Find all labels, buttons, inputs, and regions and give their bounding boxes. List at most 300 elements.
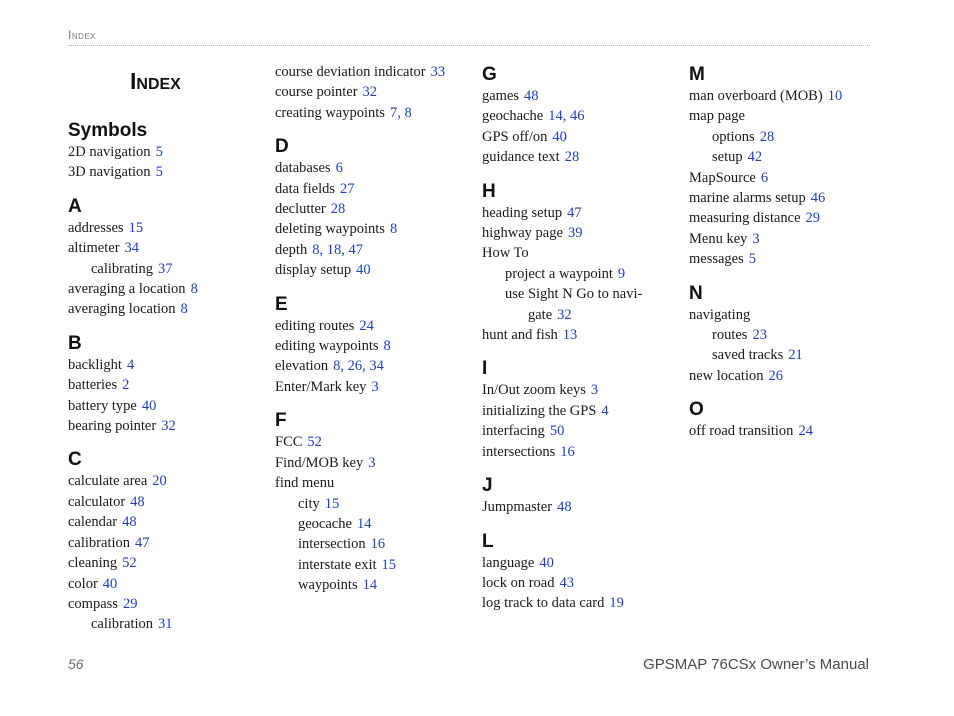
index-term: highway page: [482, 225, 563, 242]
page-references: [191, 281, 198, 297]
index-entry: [689, 147, 889, 167]
page-link[interactable]: 19: [609, 595, 624, 612]
page-references: [135, 535, 150, 551]
index-entry: [68, 375, 268, 395]
index-entry: [482, 147, 682, 167]
page-link[interactable]: 8: [333, 358, 341, 375]
index-term: elevation: [275, 358, 329, 375]
index-entry: [482, 86, 682, 106]
index-term: In/Out zoom keys: [482, 382, 586, 399]
page-link[interactable]: 9: [617, 265, 626, 282]
page-references: [560, 444, 575, 460]
index-entry: [275, 494, 475, 514]
page-link[interactable]: 15: [381, 556, 397, 573]
page-references: [363, 577, 378, 593]
page-link[interactable]: , 18: [319, 242, 341, 258]
index-entry: [689, 421, 889, 441]
section-letter: J: [482, 475, 493, 497]
index-term: guidance text: [482, 149, 560, 166]
index-term: setup: [712, 149, 743, 166]
index-entry: [275, 179, 475, 199]
page-link[interactable]: 47: [567, 204, 582, 221]
page-references: [760, 129, 775, 145]
page-link[interactable]: 26: [768, 367, 783, 384]
index-term: battery type: [68, 397, 137, 414]
page-references: [331, 201, 346, 217]
index-entry: [275, 534, 475, 554]
page-number: 56: [68, 656, 84, 672]
page-link[interactable]: 40: [539, 554, 554, 571]
page-references: [156, 144, 163, 160]
page-link[interactable]: 23: [752, 327, 767, 344]
index-term: heading setup: [482, 204, 563, 221]
page-references: [788, 347, 803, 363]
index-entry: [275, 432, 475, 452]
index-entry: [68, 259, 268, 279]
index-entry: [482, 305, 682, 325]
index-entry: [275, 575, 475, 595]
index-entry: [275, 473, 475, 493]
index-term: lock on road: [482, 574, 555, 591]
page-references: [618, 266, 625, 282]
page-link[interactable]: 16: [560, 443, 575, 460]
page-link[interactable]: 52: [122, 555, 137, 572]
index-entry: [68, 533, 268, 553]
index-term: averaging a location: [68, 281, 186, 298]
page-link[interactable]: 2: [122, 377, 130, 394]
page-references: [748, 149, 763, 165]
page-references: [359, 318, 374, 334]
index-entry: [482, 497, 682, 517]
section-letter: H: [482, 180, 496, 202]
index-entry: [482, 106, 682, 126]
page-references: [806, 210, 821, 226]
page-references: [769, 368, 784, 384]
index-entry: [275, 356, 475, 376]
index-entry: [275, 336, 475, 356]
page-references: [752, 327, 767, 343]
page-link[interactable]: 48: [122, 514, 137, 531]
index-term: MapSource: [689, 169, 756, 186]
page-link[interactable]: 3: [368, 454, 376, 471]
page-link[interactable]: 40: [102, 575, 118, 592]
index-term: How To: [482, 245, 529, 262]
page-link[interactable]: 24: [798, 423, 813, 440]
index-term: color: [68, 575, 98, 592]
index-column-1: [68, 62, 268, 635]
section-letter: A: [68, 195, 82, 217]
index-term: gate: [528, 306, 553, 323]
page-link[interactable]: 50: [549, 423, 565, 440]
page-link[interactable]: 34: [124, 240, 140, 257]
page-references: [539, 555, 554, 571]
page-references: [152, 473, 167, 489]
page-references: [557, 307, 572, 323]
index-entry: [482, 573, 682, 593]
page-link[interactable]: 28: [330, 201, 346, 218]
page-references: [382, 557, 397, 573]
index-term: Enter/Mark key: [275, 378, 367, 395]
page-references: [557, 499, 572, 515]
page-references: [129, 220, 144, 236]
page-references: [336, 160, 343, 176]
page-link[interactable]: 29: [122, 595, 138, 612]
page-link[interactable]: 31: [158, 616, 173, 633]
page-references: [125, 240, 140, 256]
index-entry: [68, 553, 268, 573]
page-references: [609, 595, 624, 611]
index-term: FCC: [275, 434, 303, 451]
section-letter: M: [689, 64, 705, 85]
index-entry: [68, 218, 268, 238]
index-entry: [275, 377, 475, 397]
page-link[interactable]: 8: [312, 241, 320, 258]
page-link[interactable]: 3: [752, 230, 760, 247]
page-references: [158, 261, 173, 277]
page-references: [333, 358, 384, 374]
index-term: GPS off/on: [482, 128, 548, 145]
page-link[interactable]: 15: [324, 495, 340, 512]
page-link[interactable]: 37: [158, 260, 173, 277]
index-term: databases: [275, 160, 331, 177]
index-term: interstate exit: [298, 556, 377, 573]
page-references: [524, 88, 539, 104]
index-entry: [275, 453, 475, 473]
index-term: Find/MOB key: [275, 454, 364, 471]
page-references: [548, 108, 584, 124]
page-link[interactable]: 48: [130, 493, 145, 510]
index-term: editing routes: [275, 317, 355, 334]
page-link[interactable]: 3: [371, 378, 379, 395]
index-entry: [68, 614, 268, 634]
page-references: [591, 382, 598, 398]
page-link[interactable]: , 34: [362, 358, 384, 374]
index-term: declutter: [275, 201, 326, 218]
page-references: [312, 242, 363, 258]
page-link[interactable]: 29: [805, 210, 821, 227]
page-link[interactable]: , 46: [563, 108, 585, 124]
page-title: Index: [130, 68, 181, 94]
page-link[interactable]: 14: [356, 515, 372, 532]
page-link[interactable]: 6: [760, 169, 769, 186]
page-references: [363, 84, 378, 100]
index-term: initializing the GPS: [482, 402, 597, 419]
index-term: calendar: [68, 514, 118, 531]
index-term: course deviation indicator: [275, 64, 426, 80]
section-letter: D: [275, 136, 289, 158]
page-references: [371, 536, 386, 552]
index-entry: [68, 396, 268, 416]
page-link[interactable]: 28: [759, 128, 775, 145]
page-link[interactable]: 42: [747, 149, 763, 166]
page-link[interactable]: 5: [155, 144, 163, 160]
page-link[interactable]: 13: [562, 327, 578, 344]
index-entry: [482, 553, 682, 573]
page-link[interactable]: 8: [190, 281, 198, 298]
page-link[interactable]: 8: [383, 338, 391, 355]
page-link[interactable]: 33: [430, 64, 446, 80]
page-link[interactable]: 48: [524, 88, 539, 104]
index-term: use Sight N Go to navi-: [505, 286, 643, 303]
index-term: course pointer: [275, 84, 358, 101]
index-entry: [482, 401, 682, 421]
index-term: calculate area: [68, 473, 148, 490]
index-term: off road transition: [689, 423, 794, 440]
page-link[interactable]: 48: [557, 499, 572, 516]
index-entry: [482, 593, 682, 613]
section-letter: Symbols: [68, 120, 148, 141]
index-term: games: [482, 88, 520, 104]
page-link[interactable]: 6: [335, 160, 343, 177]
page-link[interactable]: 14: [548, 108, 563, 125]
index-entry: [482, 284, 682, 304]
index-term: intersections: [482, 443, 556, 460]
index-entry: [689, 86, 889, 106]
index-entry: [689, 325, 889, 345]
index-column-4: [689, 62, 889, 442]
index-term: display setup: [275, 262, 352, 279]
page-link[interactable]: 52: [307, 434, 322, 451]
section-letter: N: [689, 282, 703, 304]
index-term: geocache: [298, 515, 352, 532]
section-letter: O: [689, 399, 704, 421]
page-link[interactable]: 8: [180, 301, 188, 318]
section-letter: F: [275, 410, 287, 432]
section-letter: I: [482, 358, 488, 380]
page-references: [122, 377, 129, 393]
index-entry: [275, 240, 475, 260]
index-entry: [275, 62, 475, 82]
page-references: [798, 423, 813, 439]
index-term: hunt and fish: [482, 327, 558, 344]
page-references: [601, 403, 608, 419]
index-term: measuring distance: [689, 210, 801, 227]
page-references: [390, 221, 397, 237]
page-references: [811, 190, 826, 206]
index-entry: [689, 127, 889, 147]
index-entry: [68, 512, 268, 532]
page-references: [122, 555, 137, 571]
index-entry: [689, 366, 889, 386]
page-link[interactable]: 40: [552, 128, 567, 145]
page-link[interactable]: 39: [567, 225, 583, 242]
page-references: [156, 164, 163, 180]
page-references: [384, 338, 391, 354]
page-references: [431, 64, 446, 80]
index-entry: [482, 127, 682, 147]
index-term: data fields: [275, 180, 335, 197]
page-references: [161, 418, 176, 434]
page-link[interactable]: 3: [590, 382, 599, 399]
index-term: options: [712, 128, 755, 145]
index-term: cleaning: [68, 555, 118, 572]
index-entry: [482, 223, 682, 243]
page-references: [181, 301, 188, 317]
page-references: [828, 88, 843, 104]
page-references: [142, 398, 157, 414]
page-link[interactable]: 32: [557, 306, 572, 323]
index-term: calculator: [68, 493, 126, 510]
page-link[interactable]: 21: [788, 347, 803, 364]
index-term: calibration: [68, 534, 131, 551]
section-letter: G: [482, 64, 497, 85]
index-term: altimeter: [68, 240, 120, 257]
index-entry: [68, 574, 268, 594]
index-term: messages: [689, 251, 744, 268]
index-term: new location: [689, 367, 764, 384]
index-entry: [482, 243, 682, 263]
index-entry: [482, 442, 682, 462]
page-references: [122, 514, 137, 530]
index-entry: [68, 142, 268, 162]
page-link[interactable]: 16: [370, 536, 386, 553]
page-references: [749, 251, 756, 267]
page-references: [565, 149, 580, 165]
index-term: interfacing: [482, 423, 545, 440]
index-term: city: [298, 495, 320, 512]
page-references: [325, 496, 340, 512]
page-link[interactable]: 5: [155, 164, 163, 181]
index-term: saved tracks: [712, 347, 784, 364]
page-references: [307, 434, 322, 450]
page-link[interactable]: , 26: [340, 358, 362, 374]
index-term: 3D navigation: [68, 164, 151, 181]
index-entry: [689, 345, 889, 365]
page-references: [567, 205, 582, 221]
index-term: map page: [689, 108, 745, 125]
page-link[interactable]: 15: [128, 219, 144, 236]
index-entry: [275, 103, 475, 123]
index-entry: [275, 219, 475, 239]
index-entry: [275, 514, 475, 534]
page-link[interactable]: 47: [135, 534, 150, 551]
index-entry: [689, 188, 889, 208]
index-term: language: [482, 554, 535, 571]
index-term: waypoints: [298, 577, 358, 594]
index-entry: [482, 421, 682, 441]
page-link[interactable]: , 8: [397, 105, 412, 121]
page-references: [103, 576, 118, 592]
page-link[interactable]: , 47: [341, 242, 363, 258]
page-link[interactable]: 27: [340, 180, 355, 197]
index-column-2: [275, 62, 475, 596]
index-entry: [482, 264, 682, 284]
index-term: Jumpmaster: [482, 499, 553, 516]
index-column-3: [482, 62, 682, 614]
section-letter: C: [68, 449, 82, 471]
page-link[interactable]: 20: [152, 473, 167, 490]
index-entry: [275, 199, 475, 219]
index-entry: [275, 260, 475, 280]
page-references: [340, 181, 355, 197]
page-link[interactable]: 14: [362, 577, 378, 594]
index-term: bearing pointer: [68, 418, 157, 435]
page-link[interactable]: 24: [359, 317, 374, 334]
page-link[interactable]: 4: [126, 356, 135, 373]
page-references: [127, 357, 134, 373]
index-entry: [482, 203, 682, 223]
index-entry: [68, 355, 268, 375]
page-references: [123, 596, 138, 612]
index-term: addresses: [68, 219, 124, 236]
index-entry: [68, 162, 268, 182]
index-term: compass: [68, 595, 118, 612]
index-entry: [68, 492, 268, 512]
index-term: log track to data card: [482, 595, 605, 612]
page-link[interactable]: 32: [161, 418, 176, 435]
index-term: man overboard (MOB): [689, 88, 823, 104]
index-entry: [689, 249, 889, 269]
page-references: [550, 423, 565, 439]
page-link[interactable]: 43: [559, 574, 574, 591]
manual-title: GPSMAP 76CSx Owner’s Manual: [643, 656, 869, 673]
page-references: [130, 494, 145, 510]
page-link[interactable]: 46: [810, 190, 826, 207]
page-link[interactable]: 28: [564, 149, 580, 166]
index-entry: [68, 299, 268, 319]
index-entry: [68, 279, 268, 299]
page-link[interactable]: 10: [827, 88, 843, 104]
index-term: find menu: [275, 475, 335, 492]
index-term: batteries: [68, 377, 118, 394]
index-entry: [689, 106, 889, 126]
page-references: [563, 327, 578, 343]
index-term: intersection: [298, 536, 366, 553]
index-entry: [68, 471, 268, 491]
page-references: [559, 575, 574, 591]
running-header: Index: [68, 28, 870, 46]
page-references: [368, 455, 375, 471]
index-term: routes: [712, 327, 748, 344]
index-entry: [482, 325, 682, 345]
index-term: editing waypoints: [275, 338, 379, 355]
index-term: project a waypoint: [505, 265, 613, 282]
page-link[interactable]: 4: [601, 402, 609, 419]
index-term: marine alarms setup: [689, 190, 806, 207]
page-references: [568, 225, 583, 241]
index-term: averaging location: [68, 301, 176, 318]
page-link[interactable]: 5: [748, 251, 757, 268]
page-references: [158, 616, 173, 632]
index-entry: [275, 158, 475, 178]
index-entry: [275, 316, 475, 336]
index-entry: [689, 168, 889, 188]
index-term: depth: [275, 241, 308, 258]
index-entry: [68, 238, 268, 258]
index-entry: [275, 82, 475, 102]
page-link[interactable]: 32: [362, 84, 378, 101]
index-term: geochache: [482, 108, 544, 125]
page-link[interactable]: 8: [389, 221, 398, 238]
index-term: calibrating: [91, 260, 154, 277]
index-term: Menu key: [689, 230, 748, 247]
page-link[interactable]: 7: [389, 104, 398, 121]
page-link[interactable]: 40: [356, 262, 371, 279]
index-term: backlight: [68, 356, 122, 373]
index-entry: [482, 380, 682, 400]
index-term: calibration: [91, 616, 154, 633]
index-entry: [275, 555, 475, 575]
page-references: [752, 231, 759, 247]
page-references: [390, 105, 412, 121]
page-references: [371, 379, 378, 395]
index-entry: [68, 594, 268, 614]
index-entry: [689, 305, 889, 325]
section-letter: L: [482, 530, 494, 552]
page-references: [357, 516, 372, 532]
page-references: [552, 129, 567, 145]
page-link[interactable]: 40: [141, 397, 157, 414]
